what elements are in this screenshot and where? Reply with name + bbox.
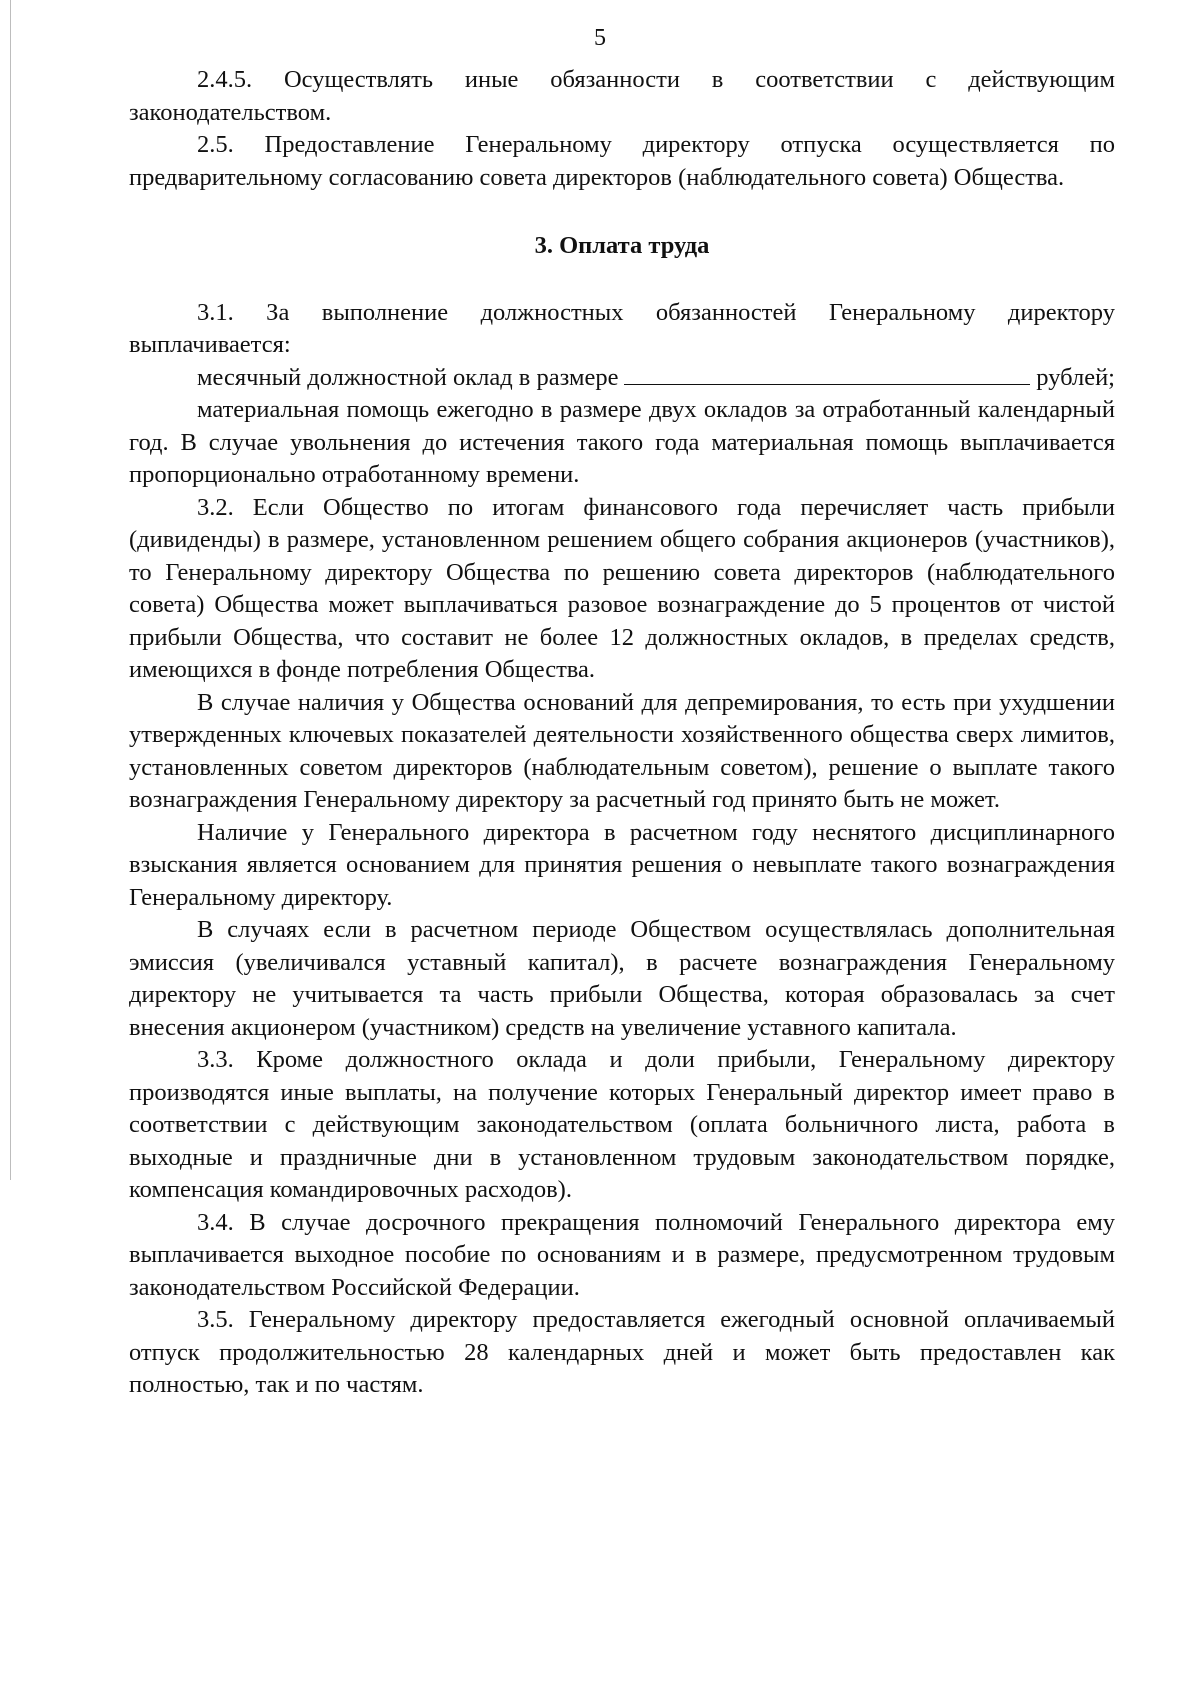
salary-line — [129, 362, 1115, 395]
paragraph-2-4-5: 2.4.5. Осуществлять иные обязанности в соответствии с действующим законодательством. — [129, 66, 1115, 126]
paragraph-3-5: 3.5. Генеральному директору предоставляется ежегодный основной оплачиваемый отпуск продолжительностью 28 календарных дней и может быть предоставлен как полностью, так и по частям. — [129, 1306, 1115, 1398]
section-heading-3: 3. Оплата труда — [534, 232, 710, 259]
paragraph-3-1: 3.1. За выполнение должностных обязанностей Генеральному директору выплачивается: — [129, 298, 1115, 358]
page-number: 5 — [594, 25, 606, 51]
salary-blank-field[interactable] — [624, 362, 1030, 385]
paragraph-3-1-aid: материальная помощь ежегодно в размере двух окладов за отработанный календарный год. В случае увольнения до истечения такого года материальная помощь выплачивается пропорционально отработанному времени. — [129, 396, 1115, 488]
salary-prefix: месячный должностной оклад в размере — [197, 363, 619, 391]
paragraph-3-3: 3.3. Кроме должностного оклада и доли прибыли, Генеральному директору производятся иные выплаты, на получение которых Генеральный директор имеет право в соответствии с действующим законодательством (оплата больничного листа, работа в выходные и праздничные дни в установленном трудовым законодательством порядке, компенсация командировочных расходов). — [129, 1046, 1115, 1203]
salary-suffix: рублей; — [1036, 363, 1115, 391]
paragraph-3-2-emission: В случаях если в расчетном периоде Обществом осуществлялась дополнительная эмиссия (увеличивался уставный капитал), в расчете вознаграждения Генеральному директору не учитывается та часть прибыли Общества, которая образовалась за счет внесения акционером (участником) средств на увеличение уставного капитала. — [129, 916, 1115, 1041]
scan-edge-line — [10, 0, 11, 1180]
paragraph-3-4: 3.4. В случае досрочного прекращения полномочий Генерального директора ему выплачивается выходное пособие по основаниям и в размере, предусмотренном трудовым законодательством Российской Федерации. — [129, 1208, 1115, 1301]
paragraph-3-2-depremium: В случае наличия у Общества оснований для депремирования, то есть при ухудшении утвержденных ключевых показателей деятельности хозяйственного общества сверх лимитов, установленных советом директоров (наблюдательным советом), решение о выплате такого вознаграждения Генеральному директору за расчетный год принято быть не может. — [129, 688, 1115, 813]
paragraph-2-5: 2.5. Предоставление Генеральному директору отпуска осуществляется по предварительному согласованию совета директоров (наблюдательного совета) Общества. — [129, 131, 1115, 191]
document-body — [129, 64, 1115, 1402]
paragraph-3-2-discipline: Наличие у Генерального директора в расчетном году неснятого дисциплинарного взыскания является основанием для принятия решения о невыплате такого вознаграждения Генеральному директору. — [129, 818, 1115, 911]
paragraph-3-2: 3.2. Если Общество по итогам финансового года перечисляет часть прибыли (дивиденды) в размере, установленном решением общего собрания акционеров (участников), то Генеральному директору Общества по решению совета директоров (наблюдательного совета) Общества может выплачиваться разовое вознаграждение до 5 процентов от чистой прибыли Общества, что составит не более 12 должностных окладов, в пределах средств, имеющихся в фонде потребления Общества. — [129, 493, 1115, 683]
